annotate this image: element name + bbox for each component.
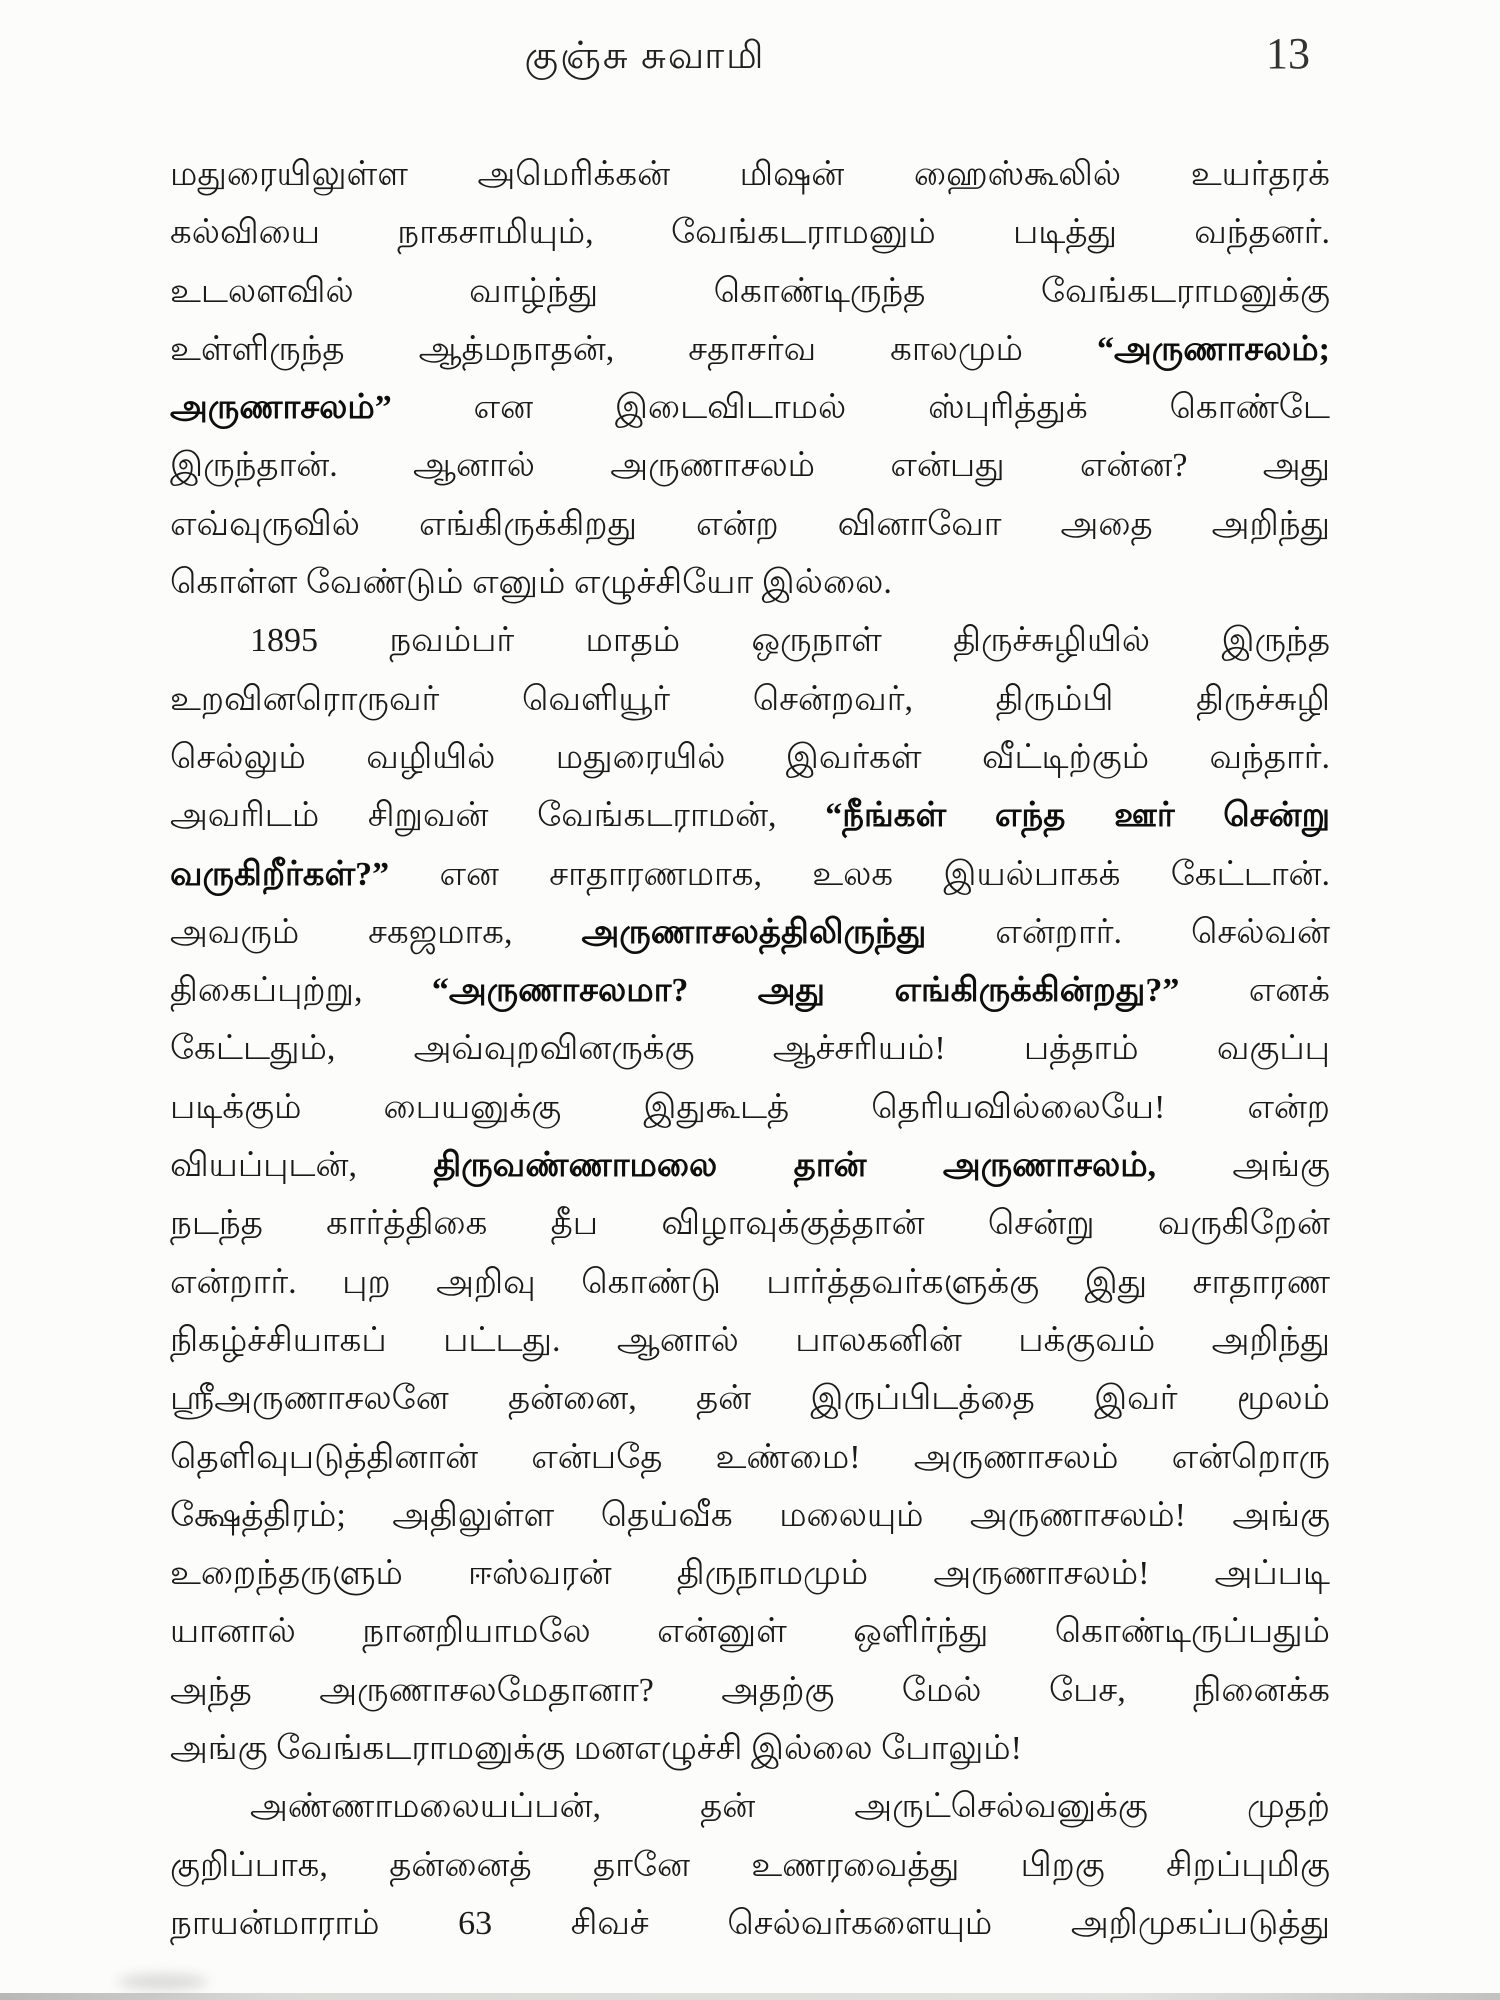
- text-line: அருணாசலம்” என இடைவிடாமல் ஸ்புரித்துக் கொண்டே: [170, 389, 1330, 427]
- text-line: உள்ளிருந்த ஆத்மநாதன், சதாசர்வ காலமும் “அருணாசலம்;: [170, 330, 1330, 368]
- bold-phrase: “நீங்கள் எந்த ஊர் சென்று: [825, 797, 1330, 835]
- text-line: கேட்டதும், அவ்வுறவினருக்கு ஆச்சரியம்! பத்தாம் வகுப்பு: [170, 1030, 1330, 1068]
- text-line: அவரும் சகஜமாக, அருணாசலத்திலிருந்து என்றார். செல்வன்: [170, 913, 1330, 951]
- text-line: இருந்தான். ஆனால் அருணாசலம் என்பது என்ன? அது: [170, 447, 1330, 485]
- text-line: வியப்புடன், திருவண்ணாமலை தான் அருணாசலம், அங்கு: [170, 1147, 1330, 1185]
- text-line: தெளிவுபடுத்தினான் என்பதே உண்மை! அருணாசலம் என்றொரு: [170, 1438, 1330, 1476]
- bold-phrase: திருவண்ணாமலை தான் அருணாசலம்,: [433, 1147, 1157, 1185]
- text-line: திகைப்புற்று, “அருணாசலமா? அது எங்கிருக்கின்றது?” எனக்: [170, 972, 1330, 1010]
- page-header-title: குஞ்சு சுவாமி: [524, 35, 766, 77]
- scan-smudge-artifact: [118, 1974, 208, 1990]
- text-line: உடலளவில் வாழ்ந்து கொண்டிருந்த வேங்கடராமனுக்கு: [170, 272, 1330, 310]
- text-line: படிக்கும் பையனுக்கு இதுகூடத் தெரியவில்லையே! என்ற: [170, 1088, 1330, 1126]
- text-line: கல்வியை நாகசாமியும், வேங்கடராமனும் படித்து வந்தனர்.: [170, 214, 1330, 252]
- text-line: உறைந்தருளும் ஈஸ்வரன் திருநாமமும் அருணாசலம்! அப்படி: [170, 1555, 1330, 1593]
- text-line: கொள்ள வேண்டும் எனும் எழுச்சியோ இல்லை.: [170, 564, 892, 602]
- bold-phrase: அருணாசலம்”: [170, 389, 392, 427]
- text-line: மதுரையிலுள்ள அமெரிக்கன் மிஷன் ஹைஸ்கூலில் உயர்தரக்: [170, 156, 1330, 193]
- text-line: வருகிறீர்கள்?” என சாதாரணமாக, உலக இயல்பாகக் கேட்டான்.: [170, 855, 1330, 893]
- text-line: அங்கு வேங்கடராமனுக்கு மனஎழுச்சி இல்லை போலும்!: [170, 1730, 1022, 1768]
- text-line: செல்லும் வழியில் மதுரையில் இவர்கள் வீட்டிற்கும் வந்தார்.: [170, 738, 1330, 776]
- bold-phrase: அருணாசலத்திலிருந்து: [581, 913, 927, 951]
- text-line: குறிப்பாக, தன்னைத் தானே உணரவைத்து பிறகு சிறப்புமிகு: [170, 1846, 1330, 1884]
- text-line: அந்த அருணாசலமேதானா? அதற்கு மேல் பேச, நினைக்க: [170, 1671, 1330, 1709]
- text-line: நிகழ்ச்சியாகப் பட்டது. ஆனால் பாலகனின் பக்குவம் அறிந்து: [170, 1321, 1330, 1359]
- text-line: அவரிடம் சிறுவன் வேங்கடராமன், “நீங்கள் எந்த ஊர் சென்று: [170, 797, 1330, 835]
- text-line: க்ஷேத்திரம்; அதிலுள்ள தெய்வீக மலையும் அருணாசலம்! அங்கு: [170, 1496, 1330, 1534]
- text-line: அண்ணாமலையப்பன், தன் அருட்செல்வனுக்கு முதற்: [250, 1788, 1330, 1826]
- text-line: 1895 நவம்பர் மாதம் ஒருநாள் திருச்சுழியில் இருந்த: [250, 622, 1330, 660]
- text-line: ஸ்ரீஅருணாசலனே தன்னை, தன் இருப்பிடத்தை இவர் மூலம்: [170, 1380, 1330, 1418]
- text-line: உறவினரொருவர் வெளியூர் சென்றவர், திரும்பி திருச்சுழி: [170, 680, 1330, 718]
- text-line: என்றார். புற அறிவு கொண்டு பார்த்தவர்களுக்கு இது சாதாரண: [170, 1263, 1330, 1301]
- text-line: யானால் நானறியாமலே என்னுள் ஒளிர்ந்து கொண்டிருப்பதும்: [170, 1613, 1330, 1651]
- scan-bottom-edge-artifact: [0, 1993, 1500, 2000]
- bold-phrase: “அருணாசலம்;: [1096, 330, 1330, 368]
- bold-phrase: வருகிறீர்கள்?”: [170, 855, 390, 893]
- body-text: [170, 146, 1330, 1953]
- bold-phrase: “அருணாசலமா? அது எங்கிருக்கின்றது?”: [431, 972, 1180, 1010]
- page-number: 13: [1266, 29, 1310, 78]
- text-line: எவ்வுருவில் எங்கிருக்கிறது என்ற வினாவோ அதை அறிந்து: [170, 505, 1330, 543]
- text-line: நாயன்மாராம் 63 சிவச் செல்வர்களையும் அறிமுகப்படுத்து: [170, 1904, 1330, 1942]
- text-line: நடந்த கார்த்திகை தீப விழாவுக்குத்தான் சென்று வருகிறேன்: [170, 1205, 1330, 1243]
